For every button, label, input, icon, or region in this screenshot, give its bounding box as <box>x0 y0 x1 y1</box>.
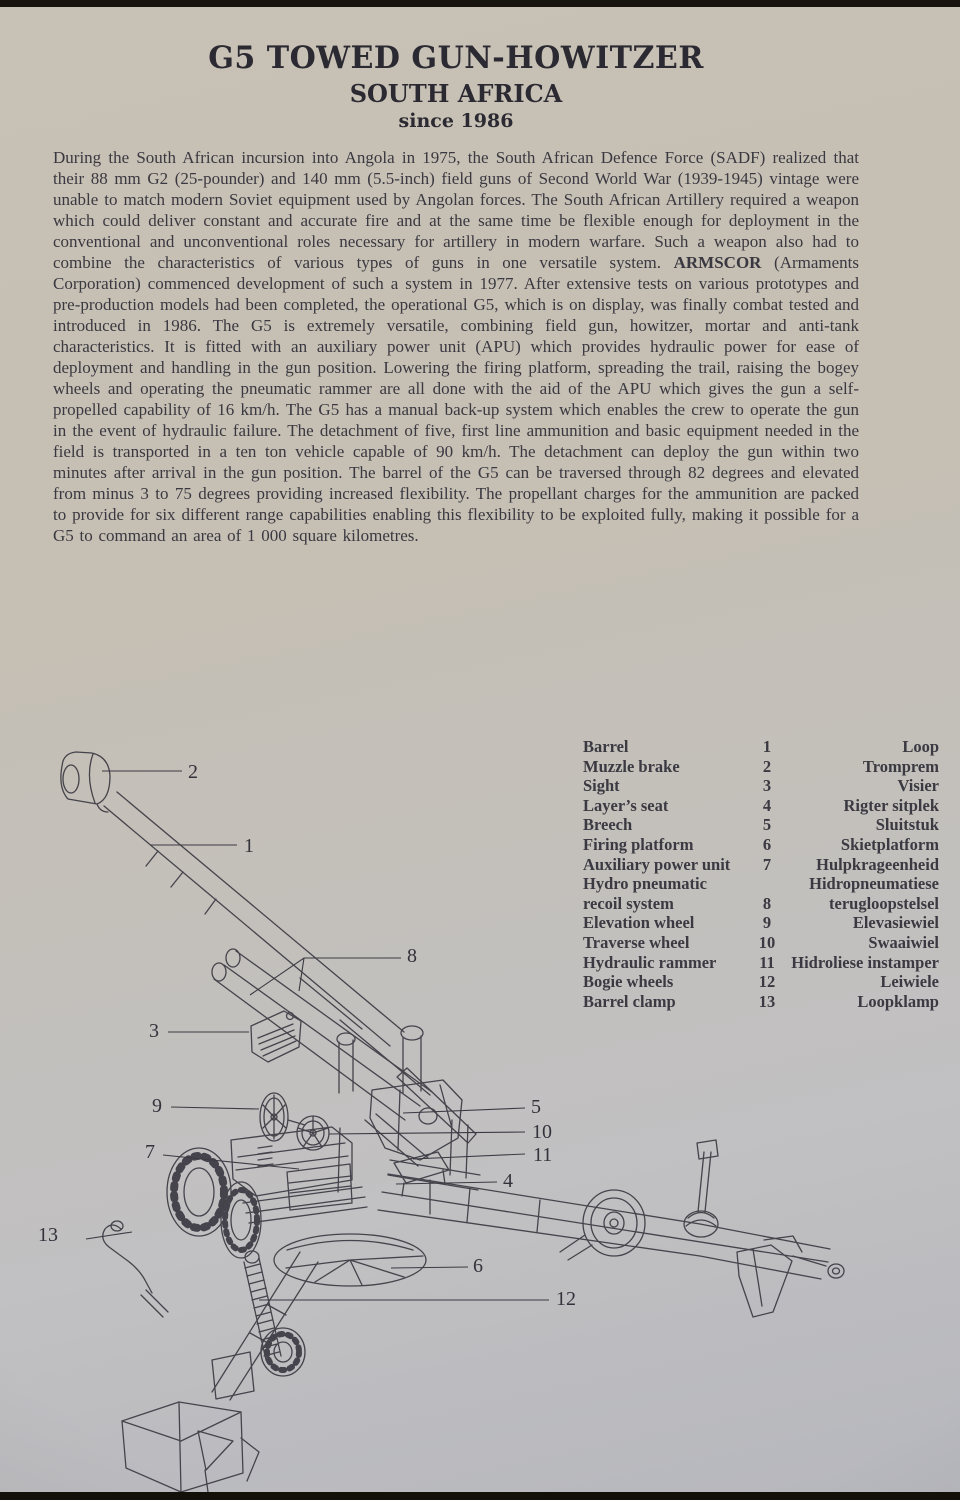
trail-drawing-part <box>388 1174 830 1249</box>
muzzle-brake-drawing-part <box>89 754 95 803</box>
barrel-drawing-part <box>171 872 183 887</box>
carriage-apu-drawing-part <box>238 1143 345 1157</box>
barrel-drawing-part <box>146 851 158 866</box>
trail-drawing-part <box>378 1210 821 1279</box>
bogie-wheel-drawing-part <box>591 1198 637 1248</box>
part-number: 2 <box>762 756 772 776</box>
trail-drawing-part <box>430 1180 540 1232</box>
left-wheels-drawing-part <box>225 1190 257 1250</box>
leader-line <box>299 958 304 991</box>
spade-drawing-part <box>737 1245 792 1317</box>
callout-number: 10 <box>532 1121 552 1143</box>
part-name-en: Auxiliary power unit <box>583 854 731 874</box>
part-number: 12 <box>758 972 776 992</box>
page-since-date: since 1986 <box>398 110 514 132</box>
towing-eye-drawing-part <box>828 1264 844 1278</box>
muzzle-brake-drawing-part <box>63 765 79 793</box>
breech-drawing-part <box>419 1108 437 1124</box>
firing-platform-box-drawing-part <box>205 1470 208 1492</box>
part-name-en: Muzzle brake <box>583 756 680 776</box>
part-name-en: Barrel clamp <box>583 991 676 1011</box>
carriage-apu-drawing-part <box>258 1146 273 1166</box>
cradle-posts-drawing-part <box>339 1040 353 1093</box>
part-name-af: Swaaiwiel <box>868 932 939 952</box>
leader-line <box>250 958 401 995</box>
part-name-en: Hydraulic rammer <box>583 952 717 972</box>
trail-leg-drawing-part <box>212 1252 318 1400</box>
callout-number: 9 <box>152 1095 162 1117</box>
trail-leg-drawing <box>212 1252 318 1400</box>
part-name-af: Tromprem <box>862 756 939 776</box>
firing-platform-box-drawing-part <box>198 1431 233 1470</box>
part-number: 8 <box>762 893 772 913</box>
part-name-af: Sluitstuk <box>875 815 939 835</box>
breech-drawing-part <box>398 1090 400 1150</box>
callout-number: 11 <box>533 1144 553 1166</box>
part-number: 10 <box>758 932 776 952</box>
hydraulic-rammer-chain-drawing-part <box>267 1334 299 1370</box>
callout-number: 7 <box>145 1141 155 1163</box>
part-name-af: Leiwiele <box>880 972 939 992</box>
callout-number: 3 <box>149 1020 159 1042</box>
left-wheels-drawing-part <box>184 1168 214 1216</box>
bogie-wheel-drawing-part <box>610 1219 618 1227</box>
layers-seat-drawing-part <box>394 1152 449 1183</box>
leader-line <box>391 1267 468 1268</box>
barrel-clamp-drawing-part <box>141 1290 168 1317</box>
leader-line <box>86 1232 132 1239</box>
callout-number: 6 <box>473 1255 483 1277</box>
spade-drawing-part <box>764 1236 802 1252</box>
left-wheels-drawing-part <box>231 1200 251 1240</box>
cradle-posts-drawing-part <box>401 1026 423 1040</box>
part-name-af: Skietplatform <box>840 834 939 854</box>
part-name-af: Loop <box>902 737 939 756</box>
bogie-wheel-drawing-part <box>583 1190 645 1256</box>
traverse-wheel-drawing <box>297 1116 329 1150</box>
part-number: 6 <box>762 834 772 854</box>
spade-drawing <box>737 1236 802 1317</box>
elevation-wheel-drawing-part <box>263 1095 286 1139</box>
part-name-en: Firing platform <box>583 834 694 854</box>
recoil-system-drawing-part <box>226 949 240 967</box>
part-number: 13 <box>758 991 776 1011</box>
part-name-en: Barrel <box>583 737 629 756</box>
photo-bottom-edge <box>0 1492 960 1500</box>
callout-number: 1 <box>244 835 254 857</box>
part-number: 5 <box>762 815 772 835</box>
sight-drawing <box>251 1011 301 1062</box>
callout-number: 8 <box>407 945 417 967</box>
hydraulic-rammer-chain-drawing <box>244 1251 305 1376</box>
firing-platform-disc-drawing-part <box>287 1241 413 1251</box>
part-name-af: Rigter sitplek <box>843 795 939 815</box>
bogie-wheel-drawing <box>560 1190 645 1260</box>
part-name-en: Breech <box>583 815 633 835</box>
firing-platform-box-drawing-part <box>122 1412 241 1441</box>
callout-number: 13 <box>38 1224 58 1246</box>
firing-platform-box-drawing <box>122 1352 259 1492</box>
part-name-en: Layer’s seat <box>583 795 669 815</box>
part-name-en: Sight <box>583 776 620 796</box>
leader-line <box>329 1132 525 1134</box>
cradle-posts-drawing <box>337 1026 423 1093</box>
callout-number: 4 <box>503 1170 513 1192</box>
part-name-af: Visier <box>897 776 939 796</box>
part-name-af: terugloopstelsel <box>829 893 939 913</box>
armscor-bold-text: ARMSCOR <box>673 253 762 272</box>
part-number: 3 <box>762 776 772 796</box>
part-name-af: Loopklamp <box>857 991 939 1011</box>
leader-line <box>171 1107 259 1109</box>
part-number: 7 <box>762 854 772 874</box>
part-name-en: Hydro pneumatic <box>583 874 707 894</box>
part-number: 11 <box>759 952 775 972</box>
page-title: G5 TOWED GUN-HOWITZER <box>208 40 704 76</box>
firing-platform-box-drawing-part <box>179 1402 181 1492</box>
lifting-arm-drawing-part <box>698 1152 711 1212</box>
firing-platform-box-drawing-part <box>122 1402 243 1492</box>
recoil-system-drawing-part <box>224 965 420 1106</box>
recoil-system-drawing-part <box>397 1068 476 1143</box>
page-subtitle: SOUTH AFRICA <box>349 79 563 108</box>
carriage-apu-drawing-part <box>289 1176 351 1193</box>
barrel-drawing-part <box>117 792 404 1032</box>
part-number: 1 <box>762 737 772 756</box>
breech-drawing-part <box>365 1114 428 1166</box>
towing-eye-drawing-part <box>833 1268 840 1274</box>
callout-number: 2 <box>188 761 198 783</box>
cradle-posts-drawing-part <box>337 1033 355 1045</box>
callout-number: 12 <box>556 1288 576 1310</box>
bogie-wheel-drawing-part <box>604 1212 624 1234</box>
part-name-en: Elevation wheel <box>583 913 695 933</box>
part-name-af: Hidropneumatiese <box>809 874 939 894</box>
muzzle-brake-drawing-part <box>61 752 110 804</box>
callout-number: 5 <box>531 1096 541 1118</box>
part-name-af: Hidroliese instamper <box>791 952 939 972</box>
recoil-system-drawing-part <box>212 963 226 981</box>
part-number: 9 <box>762 913 772 933</box>
paragraph-text-2: (Armaments Corporation) commenced development of such a system in 1977. After extensive tests on various prototypes and pre-production models had been completed, the operational G5, which is on display, was finally combat tested and introduced in 1986. The G5 is extremely versatile, combining field gun, howitzer, mortar and anti-tank characteristics. It is fitted with an auxiliary power unit (APU) which provides hydraulic power for ease of deployment and handling in the gun position. Lowering the firing platform, spreading the trail, raising the bogey wheels and operating the pneumatic rammer are all done with the aid of the APU which gives the gun a self-propelled capability of 16 km/h. The G5 has a manual back-up system which enables the crew to operate the gun in the event of hydraulic failure. The detachment of five, first line ammunition and basic equipment needed in the field is transported in a ten ton vehicle capable of 90 km/h. The detachment can deploy the gun within two minutes after arrival in the gun position. The barrel of the G5 can be traversed through 82 degrees and elevated from minus 3 to 75 degrees providing increased flexibility. The propellant charges for the ammunition are packed to provide for six different range capabilities enabling this flexibility to be exploited fully, making it possible for a G5 to command an area of 1 000 square kilometres. <box>53 253 860 545</box>
part-number: 4 <box>762 795 772 815</box>
part-name-en: recoil system <box>583 893 674 913</box>
part-name-af: Hulpkrageenheid <box>816 854 939 874</box>
muzzle-brake-drawing <box>61 752 110 812</box>
firing-platform-disc-drawing <box>274 1234 426 1286</box>
lifting-arm-drawing-part <box>697 1140 718 1159</box>
firing-platform-box-drawing-part <box>241 1438 259 1481</box>
part-name-en: Traverse wheel <box>583 932 690 952</box>
spade-drawing-part <box>753 1249 762 1306</box>
paragraph-text-1: During the South African incursion into Angola in 1975, the South African Defence Force (SADF) realized that their 88 mm G2 (25-pounder) and 140 mm (5.5-inch) field guns of Second World War (1939-1945) vintage were unable to match modern Soviet equipment used by Angolan forces. The South African Artillery required a weapon which could deliver constant and accurate fire and at the same time be flexible enough for deployment in the conventional and unconventional roles necessary for artillery in modern warfare. Such a weapon also had to combine the characteristics of various types of guns in one versatile system. <box>53 148 859 272</box>
barrel-drawing-part <box>205 899 216 914</box>
part-name-en: Bogie wheels <box>583 972 674 992</box>
part-name-af: Elevasiewiel <box>852 913 939 933</box>
left-wheels-drawing-part <box>174 1156 224 1228</box>
breech-drawing-part <box>440 1085 452 1128</box>
